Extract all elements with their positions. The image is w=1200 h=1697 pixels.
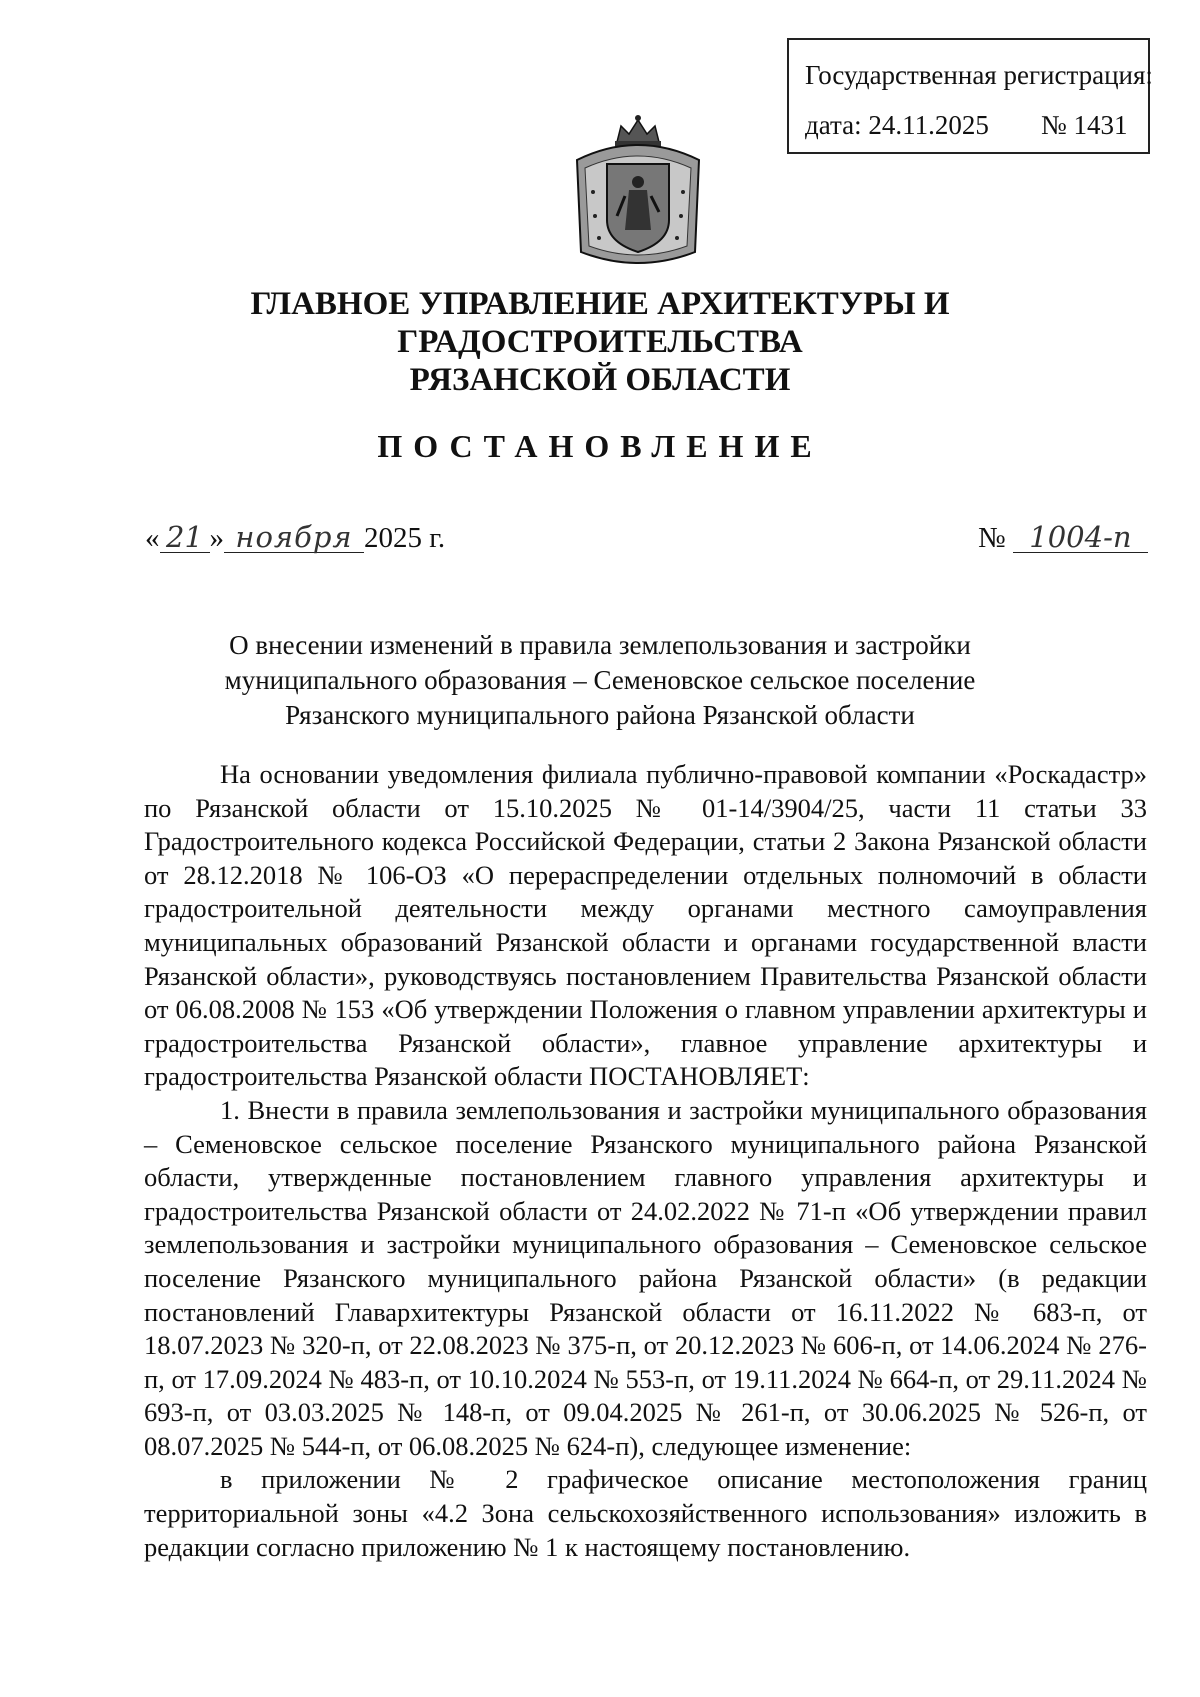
document-number bbox=[978, 522, 1148, 555]
date-open-quote: « bbox=[145, 522, 160, 554]
handwritten-number: 1004-п bbox=[1013, 522, 1148, 553]
date-year: 2025 г. bbox=[364, 522, 446, 554]
registration-stamp bbox=[787, 38, 1153, 154]
document-date bbox=[145, 522, 445, 555]
document-type-heading: ПОСТАНОВЛЕНИЕ bbox=[377, 428, 823, 464]
registration-date: дата: 24.11.2025 bbox=[805, 110, 989, 140]
subject-line3: Рязанского муниципального района Рязанской области bbox=[285, 700, 915, 730]
registration-number: № 1431 bbox=[1041, 110, 1128, 140]
registration-title: Государственная регистрация: bbox=[805, 60, 1153, 90]
subject-line2: муниципального образования – Семеновское сельское поселение bbox=[224, 665, 976, 695]
organization-title bbox=[100, 285, 1100, 399]
subject-line1: О внесении изменений в правила землепользования и застройки bbox=[229, 630, 971, 660]
body-paragraph-amendment: в приложении № 2 графическое описание местоположения границ территориальной зоны «4.2 Зона сельскохозяйственного использования» изложить в редакции согласно приложению № 1 к настоящему постановлению. bbox=[144, 1464, 1147, 1562]
handwritten-month: ноября bbox=[224, 522, 364, 553]
handwritten-day: 21 bbox=[160, 522, 210, 553]
body-paragraph-item1: 1. Внести в правила землепользования и застройки муниципального образования – Семеновское сельское поселение Рязанского муниципального района Рязанской области, утвержденные постановлением главного управления архитектуры и градостроительства Рязанской области от 24.02.2022 № 71-п «Об утверждении правил землепользования и застройки муниципального образования – Семеновское сельское поселение Рязанского муниципального района Рязанской области» (в редакции постановлений Главархитектуры Рязанской области от 16.11.2022 № 683-п, от 18.07.2023 № 320-п, от 22.08.2023 № 375-п, от 20.12.2023 № 606-п, от 14.06.2024 № 276-п, от 17.09.2024 № 483-п, от 10.10.2024 № 553-п, от 19.11.2024 № 664-п, от 29.11.2024 № 693-п, от 03.03.2025 № 148-п, от 09.04.2025 № 261-п, от 30.06.2025 № 526-п, от 08.07.2025 № 544-п, от 06.08.2025 № 624-п), следующее изменение: bbox=[144, 1094, 1147, 1461]
document-subject bbox=[150, 628, 1050, 733]
body-paragraph-preamble: На основании уведомления филиала публично-правовой компании «Роскадастр» по Рязанской области от 15.10.2025 № 01-14/3904/25, части 11 статьи 33 Градостроительного кодекса Российской Федерации, статьи 2 Закона Рязанской области от 28.12.2018 № 106-ОЗ «О перераспределении отдельных полномочий в области градостроительной деятельности между органами местного самоуправления муниципальных образований Рязанской области и органами государственной власти Рязанской области», руководствуясь постановлением Правительства Рязанской области от 06.08.2008 № 153 «Об утверждении Положения о главном управлении архитектуры и градостроительства Рязанской области», главное управление архитектуры и градостроительства Рязанской области ПОСТАНОВЛЯЕТ: bbox=[144, 759, 1147, 1092]
document-body bbox=[144, 758, 1147, 1564]
ryazan-coat-of-arms-icon bbox=[565, 112, 711, 274]
number-prefix: № bbox=[978, 522, 1006, 554]
date-close-quote: » bbox=[209, 522, 224, 554]
organization-title-line2: РЯЗАНСКОЙ ОБЛАСТИ bbox=[409, 362, 791, 398]
organization-title-line1: ГЛАВНОЕ УПРАВЛЕНИЕ АРХИТЕКТУРЫ И ГРАДОСТРОИТЕЛЬСТВА bbox=[250, 286, 950, 360]
